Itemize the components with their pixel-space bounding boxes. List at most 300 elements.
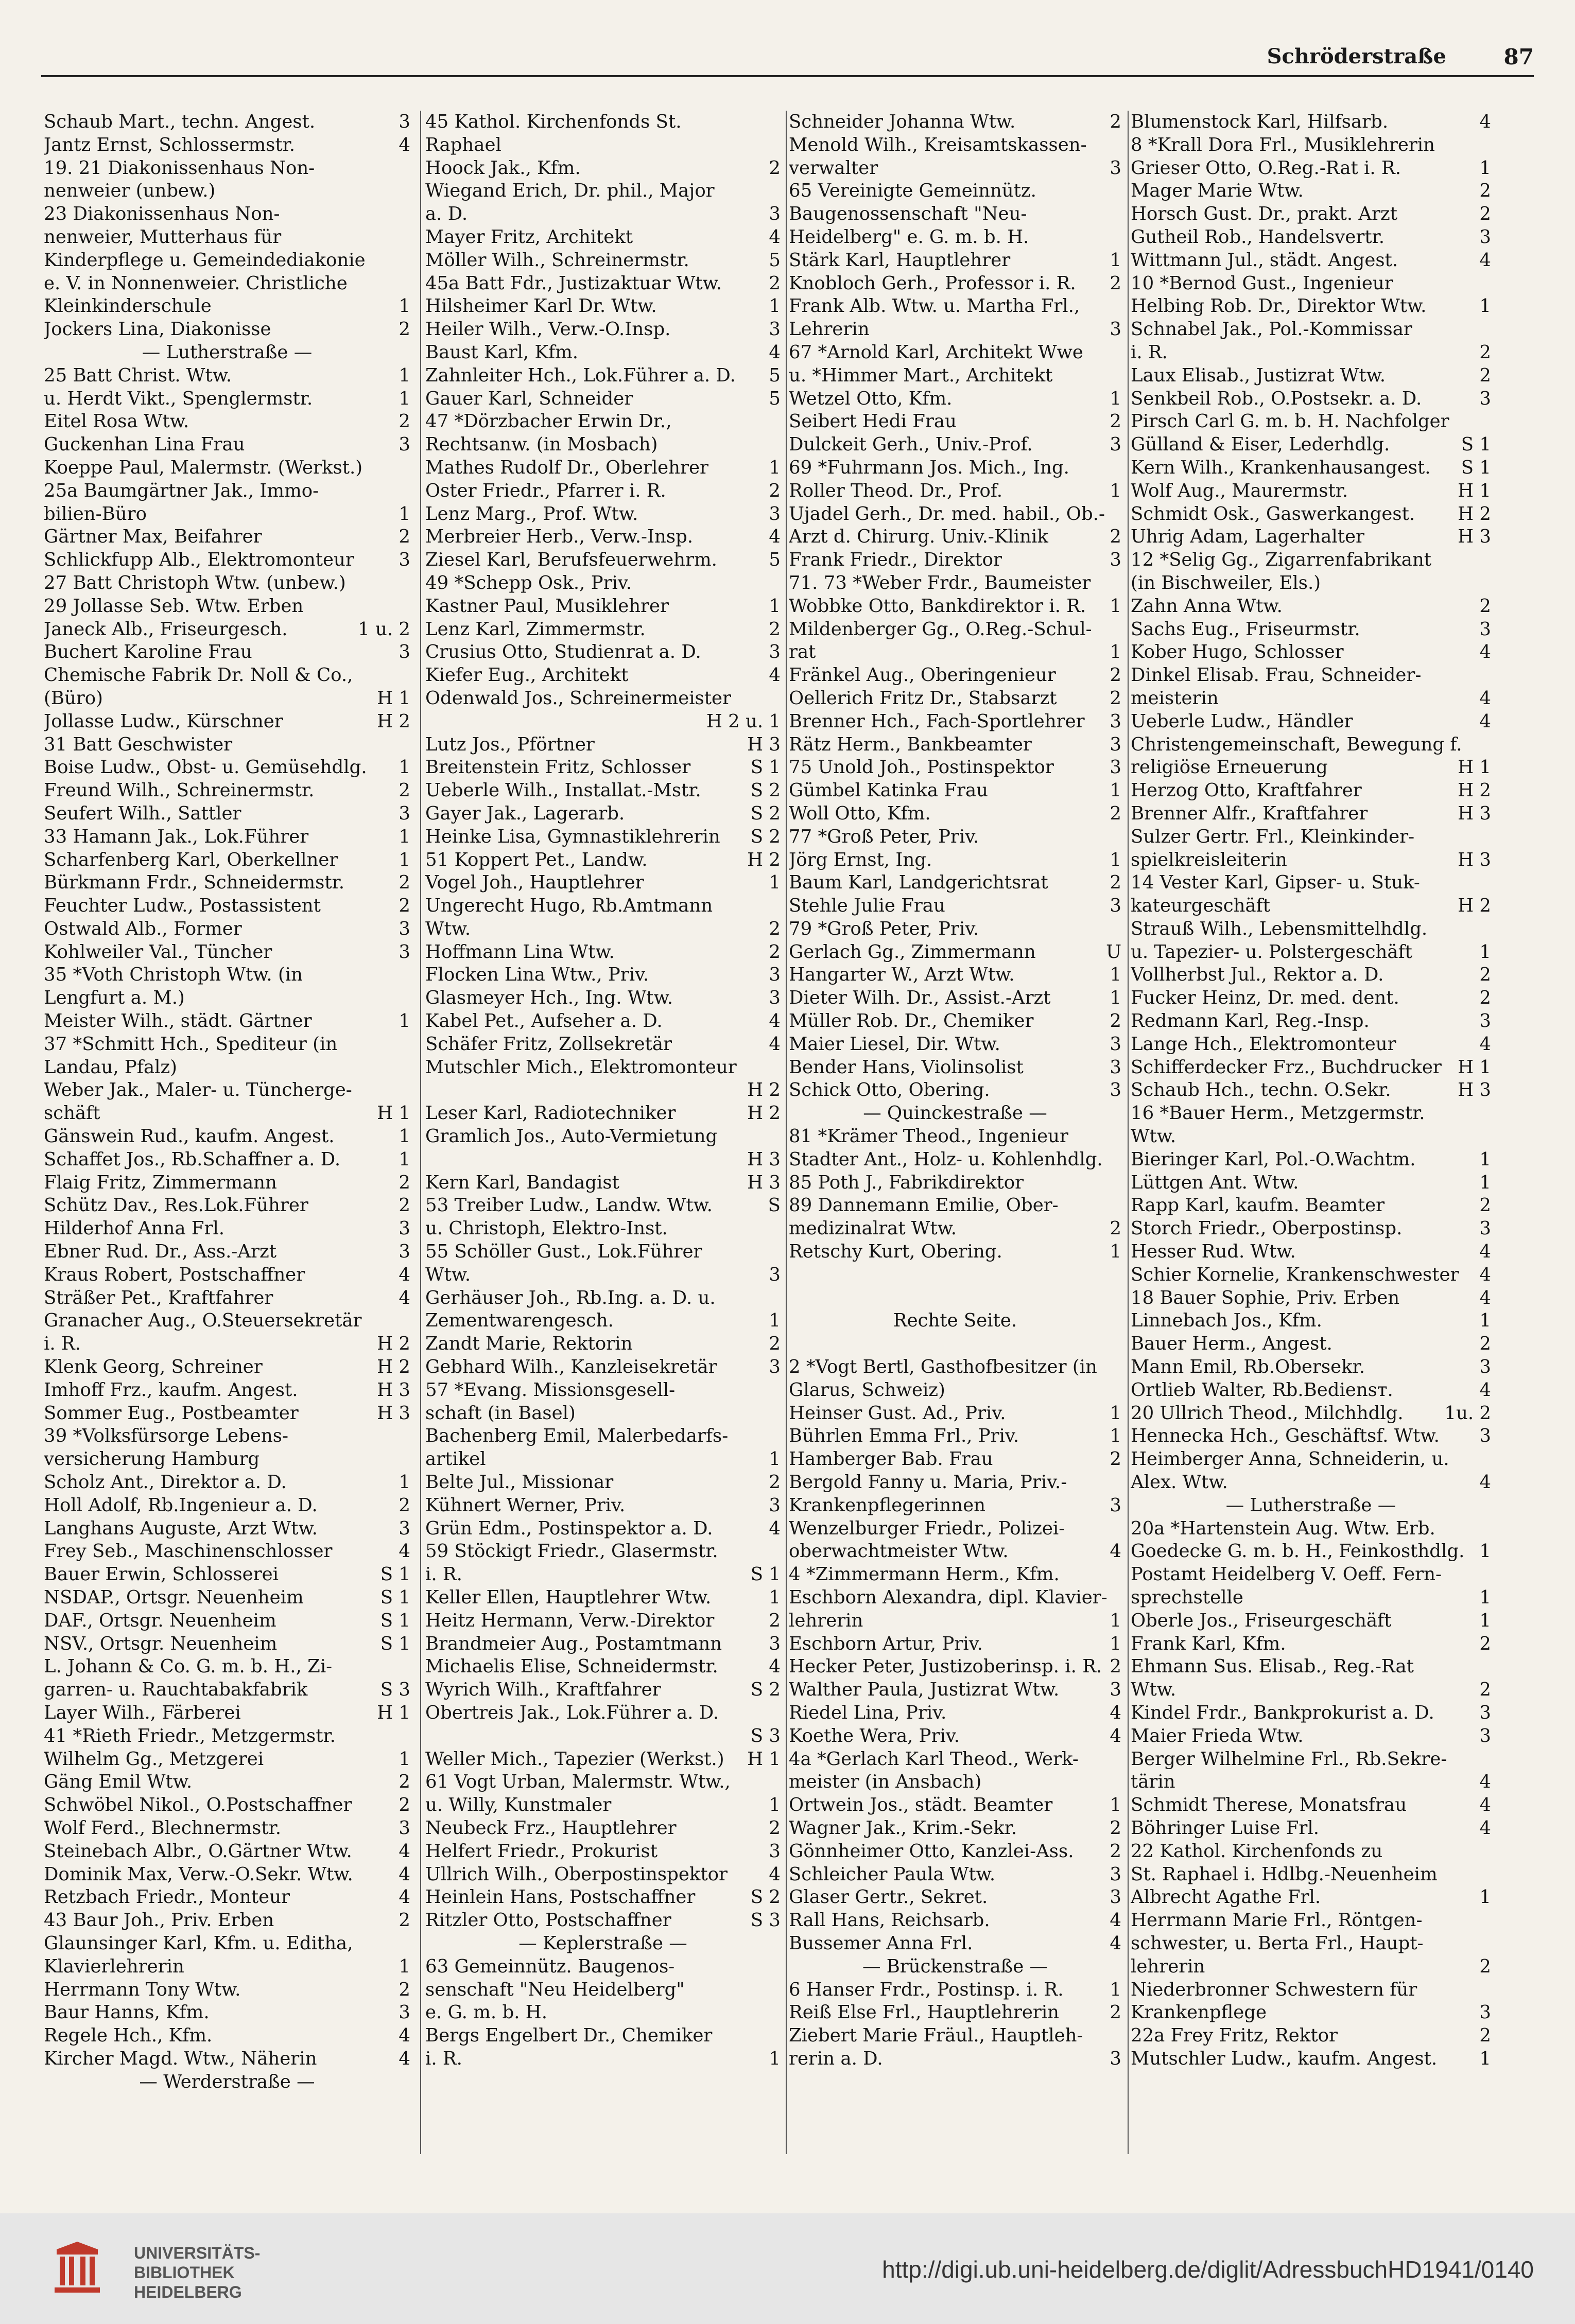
- entry-text: Sachs Eug., Friseurmstr.: [1131, 618, 1360, 640]
- column-4: [1131, 111, 1491, 2154]
- directory-entry: [425, 756, 781, 779]
- floor-number: 3: [1110, 319, 1121, 340]
- directory-entry: [425, 111, 781, 134]
- entry-text: Sulzer Gertr. Frl., Kleinkinder-: [1131, 826, 1415, 847]
- directory-entry: [1131, 1979, 1491, 2002]
- entry-text: Oberle Jos., Friseurgeschäft: [1131, 1610, 1392, 1631]
- entry-text: Fränkel Aug., Oberingenieur: [789, 665, 1056, 686]
- directory-entry: [425, 1679, 781, 1702]
- floor-number: 4: [399, 2025, 410, 2047]
- entry-text: 33 Hamann Jak., Lok.Führer: [44, 826, 309, 847]
- entry-text: 53 Treiber Ludw., Landw. Wtw.: [425, 1195, 713, 1216]
- entry-text: Schick Otto, Obering.: [789, 1079, 990, 1101]
- entry-text: 23 Diakonissenhaus Non-: [44, 203, 280, 225]
- entry-text: Gramlich Jos., Auto-Vermietung: [425, 1126, 718, 1147]
- entry-text: Ebner Rud. Dr., Ass.-Arzt: [44, 1241, 276, 1263]
- floor-number: 3: [769, 319, 781, 340]
- floor-number: 1: [1110, 780, 1121, 801]
- directory-entry: [789, 1771, 1121, 1794]
- directory-entry: [789, 1356, 1121, 1379]
- directory-entry: [789, 664, 1121, 687]
- entry-text: 18 Bauer Sophie, Priv. Erben: [1131, 1287, 1400, 1308]
- directory-entry: [44, 918, 410, 941]
- directory-entry: [789, 249, 1121, 272]
- entry-text: Retzbach Friedr., Monteur: [44, 1886, 290, 1908]
- floor-number: 1: [1110, 1794, 1121, 1816]
- directory-entry: [425, 1955, 781, 1979]
- column-2: [425, 111, 781, 2154]
- directory-entry: [1131, 1217, 1491, 1240]
- directory-entry: [1131, 1633, 1491, 1656]
- floor-number: H 2: [377, 1333, 410, 1355]
- directory-entry: [789, 1402, 1121, 1425]
- column-divider: [1128, 111, 1129, 2154]
- floor-number: 1: [1479, 1541, 1491, 1562]
- entry-text: Holl Adolf, Rb.Ingenieur a. D.: [44, 1494, 318, 1516]
- entry-text: Rechte Seite.: [893, 1310, 1017, 1332]
- floor-number: 1: [1479, 1587, 1491, 1608]
- directory-entry: [1131, 203, 1491, 226]
- directory-entry: [425, 364, 781, 388]
- floor-number: 1: [1110, 987, 1121, 1009]
- entry-text: Leser Karl, Radiotechniker: [425, 1103, 676, 1124]
- floor-number: 1: [1479, 157, 1491, 179]
- entry-text: Brenner Alfr., Kraftfahrer: [1131, 802, 1368, 824]
- directory-entry: [425, 1471, 781, 1494]
- entry-text: Vogel Joh., Hauptlehrer: [425, 872, 644, 894]
- floor-number: 2: [399, 895, 410, 917]
- entry-text: 45 Kathol. Kirchenfonds St.: [425, 111, 682, 132]
- floor-number: 2: [769, 1472, 781, 1493]
- directory-entry: [789, 226, 1121, 249]
- entry-text: Gebhard Wilh., Kanzleisekretär: [425, 1356, 717, 1378]
- directory-entry: [789, 1056, 1121, 1079]
- entry-text: lehrerin: [789, 1610, 863, 1631]
- floor-number: 3: [1110, 434, 1121, 456]
- page-header: [41, 44, 1534, 77]
- directory-entry: [789, 364, 1121, 388]
- entry-text: Helbing Rob. Dr., Direktor Wtw.: [1131, 295, 1427, 317]
- directory-entry: [1131, 871, 1491, 895]
- floor-number: 3: [769, 503, 781, 525]
- floor-number: 2: [399, 526, 410, 548]
- entry-text: 10 *Bernod Gust., Ingenieur: [1131, 272, 1393, 294]
- entry-text: 14 Vester Karl, Gipser- u. Stuk-: [1131, 872, 1420, 894]
- directory-entry: [789, 964, 1121, 987]
- entry-text: Mildenberger Gg., O.Reg.-Schul-: [789, 618, 1092, 640]
- entry-text: Ritzler Otto, Postschaffner: [425, 1910, 671, 1931]
- directory-entry: [425, 1056, 781, 1079]
- directory-entry: [425, 180, 781, 203]
- directory-entry: [44, 1148, 410, 1172]
- directory-entry: [44, 1056, 410, 1079]
- entry-text: Maier Frieda Wtw.: [1131, 1725, 1304, 1746]
- entry-text: 29 Jollasse Seb. Wtw. Erben: [44, 595, 304, 617]
- directory-entry: [789, 987, 1121, 1010]
- entry-text: Gutheil Rob., Handelsvertr.: [1131, 226, 1384, 248]
- entry-text: Gönnheimer Otto, Kanzlei-Ass.: [789, 1840, 1074, 1862]
- directory-entry: [425, 1494, 781, 1517]
- directory-entry: [44, 1079, 410, 1102]
- floor-number: 1: [399, 503, 410, 525]
- directory-entry: [789, 1540, 1121, 1563]
- floor-number: 4: [769, 1656, 781, 1678]
- directory-entry: [789, 1194, 1121, 1217]
- directory-entry: [1131, 1563, 1491, 1586]
- entry-text: e. G. m. b. H.: [425, 2002, 548, 2023]
- entry-text: garren- u. Rauchtabakfabrik: [44, 1679, 308, 1701]
- directory-entry: [789, 895, 1121, 918]
- entry-text: Kastner Paul, Musiklehrer: [425, 595, 669, 617]
- entry-text: u. *Himmer Mart., Architekt: [789, 364, 1053, 386]
- entry-text: Wetzel Otto, Kfm.: [789, 388, 953, 409]
- directory-entry: [425, 1586, 781, 1610]
- entry-text: Lüttgen Ant. Wtw.: [1131, 1172, 1299, 1193]
- floor-number: 3: [769, 1494, 781, 1516]
- directory-entry: [789, 1333, 1121, 1356]
- entry-text: Mutschler Mich., Elektromonteur: [425, 1056, 737, 1078]
- directory-entry: [44, 1633, 410, 1656]
- directory-entry: [425, 1333, 781, 1356]
- floor-number: 1: [399, 1010, 410, 1032]
- column-3: [789, 111, 1121, 2154]
- directory-entry: [44, 1517, 410, 1541]
- directory-entry: [1131, 1194, 1491, 1217]
- directory-entry: [425, 964, 781, 987]
- entry-text: schaft (in Basel): [425, 1402, 576, 1424]
- floor-number: S 1: [380, 1587, 410, 1608]
- floor-number: 2: [399, 1794, 410, 1816]
- floor-number: 2: [769, 1333, 781, 1355]
- directory-entry: [789, 1217, 1121, 1240]
- directory-entry: [425, 802, 781, 826]
- floor-number: 2: [399, 1979, 410, 2000]
- directory-entry: [1131, 1863, 1491, 1886]
- entry-text: Wtw.: [425, 918, 471, 939]
- entry-text: schwester, u. Berta Frl., Haupt-: [1131, 1932, 1424, 1954]
- entry-text: versicherung Hamburg: [44, 1448, 260, 1470]
- entry-text: 43 Baur Joh., Priv. Erben: [44, 1910, 274, 1931]
- entry-text: 37 *Schmitt Hch., Spediteur (in: [44, 1033, 338, 1055]
- entry-text: L. Johann & Co. G. m. b. H., Zi-: [44, 1656, 333, 1678]
- floor-number: 5: [769, 364, 781, 386]
- directory-entry: [425, 1909, 781, 1932]
- floor-number: H 2: [377, 1356, 410, 1378]
- directory-entry: [1131, 226, 1491, 249]
- directory-entry: [1131, 1356, 1491, 1379]
- floor-number: 3: [399, 1218, 410, 1239]
- floor-number: H 1: [1458, 1056, 1491, 1078]
- entry-text: Bergold Fanny u. Maria, Priv.-: [789, 1472, 1067, 1493]
- directory-entry: [1131, 710, 1491, 733]
- directory-entry: [1131, 595, 1491, 618]
- directory-entry: [1131, 457, 1491, 480]
- entry-text: i. R.: [425, 1564, 462, 1585]
- floor-number: 1: [1110, 1633, 1121, 1654]
- entry-text: Bauer Herm., Angest.: [1131, 1333, 1332, 1355]
- entry-text: Langhans Auguste, Arzt Wtw.: [44, 1517, 318, 1539]
- directory-entry: [425, 1172, 781, 1195]
- floor-number: 3: [1479, 1010, 1491, 1032]
- floor-number: H 2: [747, 1103, 781, 1124]
- directory-entry: [789, 918, 1121, 941]
- floor-number: 1: [1110, 1979, 1121, 2000]
- entry-text: 47 *Dörzbacher Erwin Dr.,: [425, 411, 672, 432]
- entry-text: St. Raphael i. Hdlbg.-Neuenheim: [1131, 1863, 1438, 1885]
- entry-text: 41 *Rieth Friedr., Metzgermstr.: [44, 1725, 336, 1746]
- floor-number: 1: [769, 295, 781, 317]
- directory-entry: [44, 756, 410, 779]
- directory-entry: [1131, 1056, 1491, 1079]
- directory-entry: [789, 802, 1121, 826]
- directory-entry: [44, 1725, 410, 1748]
- floor-number: 2: [399, 1771, 410, 1793]
- directory-entry: [1131, 572, 1491, 595]
- entry-text: Helfert Friedr., Prokurist: [425, 1840, 658, 1862]
- floor-number: 1: [1110, 1425, 1121, 1447]
- entry-text: Hoock Jak., Kfm.: [425, 157, 581, 179]
- entry-text: Bührlen Emma Frl., Priv.: [789, 1425, 1019, 1447]
- floor-number: H 2: [377, 710, 410, 732]
- entry-text: Eschborn Alexandra, dipl. Klavier-: [789, 1587, 1107, 1608]
- floor-number: 5: [769, 388, 781, 409]
- entry-text: DAF., Ortsgr. Neuenheim: [44, 1610, 276, 1631]
- entry-text: Landau, Pfalz): [44, 1056, 178, 1078]
- directory-entry: [1131, 1010, 1491, 1033]
- entry-text: Hoffmann Lina Wtw.: [425, 941, 615, 963]
- directory-entry: [425, 1540, 781, 1563]
- entry-text: Lehrerin: [789, 319, 870, 340]
- entry-text: Dieter Wilh. Dr., Assist.-Arzt: [789, 987, 1051, 1009]
- directory-entry: [1131, 918, 1491, 941]
- directory-entry: [44, 1217, 410, 1240]
- directory-entry: [1131, 664, 1491, 687]
- directory-entry: [1131, 1725, 1491, 1748]
- entry-text: 85 Poth J., Fabrikdirektor: [789, 1172, 1024, 1193]
- entry-text: Heinser Gust. Ad., Priv.: [789, 1402, 1006, 1424]
- directory-entry: [44, 1287, 410, 1310]
- entry-text: Lengfurt a. M.): [44, 987, 185, 1009]
- floor-number: 1: [399, 295, 410, 317]
- entry-text: Merbreier Herb., Verw.-Insp.: [425, 526, 694, 548]
- entry-text: artikel: [425, 1448, 486, 1470]
- directory-entry: [425, 826, 781, 849]
- entry-text: Bieringer Karl, Pol.-O.Wachtm.: [1131, 1148, 1416, 1170]
- directory-entry: [789, 1471, 1121, 1494]
- entry-text: bilien-Büro: [44, 503, 147, 525]
- directory-entry: [44, 987, 410, 1010]
- entry-text: Hilsheimer Karl Dr. Wtw.: [425, 295, 657, 317]
- directory-entry: [44, 1471, 410, 1494]
- entry-text: Regele Hch., Kfm.: [44, 2025, 213, 2047]
- directory-entry: [789, 203, 1121, 226]
- directory-entry: [789, 526, 1121, 549]
- directory-entry: [425, 1771, 781, 1794]
- directory-entry: [1131, 249, 1491, 272]
- floor-number: 2: [1479, 1633, 1491, 1654]
- entry-text: meister (in Ansbach): [789, 1771, 982, 1793]
- directory-entry: [789, 1863, 1121, 1886]
- entry-text: Strauß Wilh., Lebensmittelhdlg.: [1131, 918, 1428, 939]
- entry-text: Ujadel Gerh., Dr. med. habil., Ob.-: [789, 503, 1105, 525]
- directory-entry: [44, 111, 410, 134]
- directory-entry: [1131, 1932, 1491, 1955]
- directory-entry: [1131, 388, 1491, 411]
- floor-number: 2: [1110, 1218, 1121, 1239]
- floor-number: 1: [399, 1148, 410, 1170]
- directory-entry: [1131, 1125, 1491, 1148]
- entry-text: Senkbeil Rob., O.Postsekr. a. D.: [1131, 388, 1422, 409]
- directory-entry: [425, 1563, 781, 1586]
- floor-number: H 1: [1458, 480, 1491, 501]
- floor-number: 2: [399, 1172, 410, 1193]
- entry-text: Bauer Erwin, Schlosserei: [44, 1564, 279, 1585]
- directory-entry: [425, 341, 781, 364]
- floor-number: 4: [1110, 1725, 1121, 1746]
- directory-entry: [425, 1010, 781, 1033]
- entry-text: Hamberger Bab. Frau: [789, 1448, 993, 1470]
- directory-entry: [789, 1240, 1121, 1264]
- entry-text: Heiler Wilh., Verw.-O.Insp.: [425, 319, 671, 340]
- entry-text: 89 Dannemann Emilie, Ober-: [789, 1195, 1059, 1216]
- directory-entry: [425, 226, 781, 249]
- entry-text: Zandt Marie, Rektorin: [425, 1333, 633, 1355]
- directory-entry: [789, 1517, 1121, 1541]
- entry-text: Hilderhof Anna Frl.: [44, 1218, 225, 1239]
- directory-entry: [44, 1886, 410, 1909]
- directory-entry: [1131, 941, 1491, 964]
- floor-number: 1: [399, 1472, 410, 1493]
- floor-number: 1: [1479, 1610, 1491, 1631]
- entry-text: kateurgeschäft: [1131, 895, 1271, 917]
- entry-text: Mathes Rudolf Dr., Oberlehrer: [425, 457, 708, 478]
- floor-number: 1: [399, 1126, 410, 1147]
- entry-text: Glaser Gertr., Sekret.: [789, 1886, 988, 1908]
- entry-text: 6 Hanser Frdr., Postinsp. i. R.: [789, 1979, 1064, 2000]
- floor-number: 4: [769, 226, 781, 248]
- directory-entry: [789, 549, 1121, 572]
- floor-number: 4: [1479, 1033, 1491, 1055]
- directory-entry: [1131, 134, 1491, 157]
- entry-text: Woll Otto, Kfm.: [789, 802, 931, 824]
- directory-entry: [44, 779, 410, 802]
- library-name-line: HEIDELBERG: [134, 2283, 242, 2301]
- directory-entry: [44, 410, 410, 433]
- directory-entry: [425, 157, 781, 180]
- directory-entry: [44, 1702, 410, 1725]
- directory-entry: [44, 272, 410, 295]
- floor-number: 3: [399, 918, 410, 939]
- directory-entry: [44, 826, 410, 849]
- entry-text: Wittmann Jul., städt. Angest.: [1131, 249, 1398, 271]
- floor-number: H 3: [1458, 802, 1491, 824]
- entry-text: Scholz Ant., Direktor a. D.: [44, 1472, 287, 1493]
- entry-text: Seufert Wilh., Sattler: [44, 802, 241, 824]
- entry-text: Meister Wilh., städt. Gärtner: [44, 1010, 312, 1032]
- university-library-logo-icon: [36, 2239, 118, 2301]
- entry-text: 31 Batt Geschwister: [44, 733, 233, 755]
- floor-number: 4: [1479, 1472, 1491, 1493]
- entry-text: Knobloch Gerh., Professor i. R.: [789, 272, 1076, 294]
- directory-entry: [425, 871, 781, 895]
- entry-text: Glaunsinger Karl, Kfm. u. Editha,: [44, 1932, 353, 1954]
- directory-entry: [789, 595, 1121, 618]
- entry-text: Linnebach Jos., Kfm.: [1131, 1310, 1322, 1332]
- floor-number: 1: [1110, 388, 1121, 409]
- directory-entry: [789, 157, 1121, 180]
- directory-entry: [44, 549, 410, 572]
- entry-text: Lenz Karl, Zimmermstr.: [425, 618, 646, 640]
- floor-number: 2: [399, 1494, 410, 1516]
- floor-number: H 2: [1458, 503, 1491, 525]
- entry-text: Steinebach Albr., O.Gärtner Wtw.: [44, 1840, 352, 1862]
- directory-entry: [44, 849, 410, 872]
- entry-text: Neubeck Frz., Hauptlehrer: [425, 1817, 677, 1839]
- entry-text: Sträßer Pet., Kraftfahrer: [44, 1287, 273, 1308]
- directory-entry: [425, 2001, 781, 2024]
- directory-entry: [44, 134, 410, 157]
- entry-text: 55 Schöller Gust., Lok.Führer: [425, 1241, 702, 1263]
- floor-number: 2: [1110, 687, 1121, 709]
- directory-entry: [789, 2048, 1121, 2071]
- floor-number: 2: [769, 1817, 781, 1839]
- floor-number: 4: [1479, 1771, 1491, 1793]
- entry-text: Dulckeit Gerh., Univ.-Prof.: [789, 434, 1033, 456]
- directory-entry: [789, 1264, 1121, 1287]
- directory-entry: [1131, 1379, 1491, 1402]
- column-divider: [420, 111, 421, 2154]
- entry-text: Zahnleiter Hch., Lok.Führer a. D.: [425, 364, 736, 386]
- floor-number: H 3: [1458, 526, 1491, 548]
- floor-number: 4: [1479, 1817, 1491, 1839]
- entry-text: Schwöbel Nikol., O.Postschaffner: [44, 1794, 352, 1816]
- entry-text: Kinderpflege u. Gemeindediakonie: [44, 249, 366, 271]
- entry-text: 20 Ullrich Theod., Milchhdlg.: [1131, 1402, 1404, 1424]
- entry-text: Reiß Else Frl., Hauptlehrerin: [789, 2002, 1060, 2023]
- directory-entry: [425, 2048, 781, 2071]
- directory-entry: [44, 1309, 410, 1333]
- directory-entry: [789, 1817, 1121, 1840]
- directory-entry: [789, 1655, 1121, 1679]
- floor-number: 1: [399, 1955, 410, 1977]
- entry-text: Schifferdecker Frz., Buchdrucker: [1131, 1056, 1442, 1078]
- directory-entry: [789, 388, 1121, 411]
- directory-entry: [1131, 1079, 1491, 1102]
- entry-text: u. Tapezier- u. Polstergeschäft: [1131, 941, 1412, 963]
- entry-text: Heimberger Anna, Schneiderin, u.: [1131, 1448, 1449, 1470]
- floor-number: 1: [399, 849, 410, 870]
- entry-text: Ungerecht Hugo, Rb.Amtmann: [425, 895, 713, 917]
- directory-entry: [44, 480, 410, 503]
- directory-entry: [44, 572, 410, 595]
- street-heading: [425, 1932, 781, 1955]
- entry-text: Kleinkinderschule: [44, 295, 212, 317]
- directory-entry: [1131, 1471, 1491, 1494]
- floor-number: H 1: [377, 1103, 410, 1124]
- directory-entry: [44, 203, 410, 226]
- entry-text: Wtw.: [1131, 1126, 1176, 1147]
- directory-entry: [1131, 1425, 1491, 1448]
- floor-number: H 3: [747, 1148, 781, 1170]
- directory-entry: [425, 595, 781, 618]
- entry-text: 20a *Hartenstein Aug. Wtw. Erb.: [1131, 1517, 1435, 1539]
- directory-entry: [425, 1655, 781, 1679]
- source-url-link[interactable]: http://digi.ub.uni-heidelberg.de/diglit/AdressbuchHD1941/0140: [882, 2256, 1534, 2283]
- entry-text: 22a Frey Fritz, Rektor: [1131, 2025, 1338, 2047]
- directory-entry: [425, 1356, 781, 1379]
- directory-entry: [44, 1379, 410, 1402]
- floor-number: 4: [399, 1863, 410, 1885]
